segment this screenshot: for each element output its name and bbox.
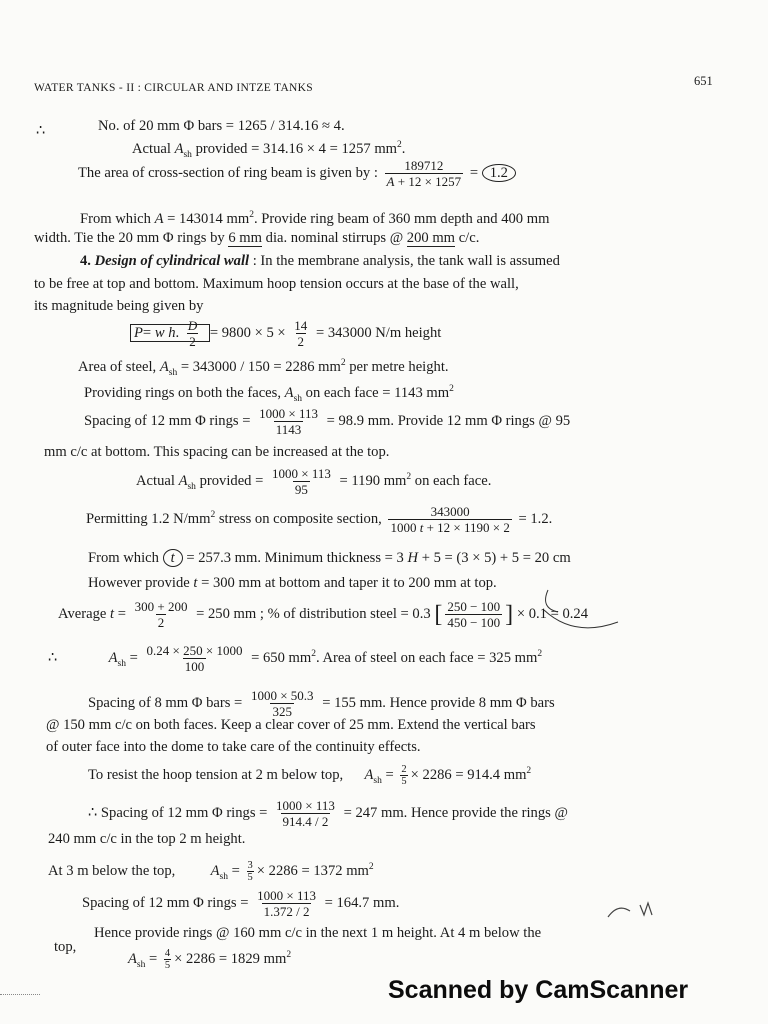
- line-7: to be free at top and bottom. Maximum hoop tension occurs at the base of the wall,: [34, 276, 519, 292]
- line-26: At 3 m below the top, $A_{sh}$ = $\frac{3}{5}$ × 2286 = 1372 $mm^2$: [48, 860, 374, 884]
- line-29: $A_{sh}$ = $\frac{4}{5}$ × 2286 = 1829 $mm^2$: [128, 948, 292, 972]
- circled-t: t: [163, 549, 183, 567]
- line-8: its magnitude being given by: [34, 298, 204, 314]
- line-15: Permitting 1.2 $N/mm^2$ stress on composite section, $\frac{343000}{1000 t + 12 \times 1190 \times 2}$ = 1.2.: [86, 504, 553, 535]
- line-18: Average t = $\frac{300 + 200}{2}$ = 250 mm ; % of distribution steel = 0.3 [ $\frac{250 - 100}{450 - 100}$ ] × 0.1 = 0.24: [58, 599, 588, 630]
- line-29-top-label: top,: [54, 939, 77, 955]
- line-13: mm c/c at bottom. This spacing can be increased at the top.: [44, 444, 390, 460]
- line-10: Area of steel, $A_{sh} = 343000 / 150 = 2286$ $mm^2$ per metre height.: [78, 358, 449, 378]
- line-25: 240 mm c/c in the top 2 m height.: [48, 831, 246, 847]
- boxed-formula: P= w h. $\frac{D}{2}$: [130, 324, 210, 342]
- therefore-symbol: ∴: [36, 123, 46, 139]
- line-22: of outer face into the dome to take care of the continuity effects.: [46, 739, 421, 755]
- line-21: @ 150 mm c/c on both faces. Keep a clear cover of 25 mm. Extend the vertical bars: [46, 717, 536, 733]
- page-number: 651: [694, 74, 713, 88]
- running-header: WATER TANKS - II : CIRCULAR AND INTZE TANKS: [34, 82, 313, 94]
- line-16: From which t = 257.3 mm. Minimum thickness = 3 H + 5 = (3 × 5) + 5 = 20 cm: [88, 550, 571, 566]
- line-9-hoop-tension: P= w h. $\frac{D}{2}$ = 9800 × 5 × $\frac{14}{2}$ = 343000 N/m height: [130, 318, 441, 349]
- pen-scribble: [600, 895, 680, 925]
- line-19: ∴ $A_{sh}$ = $\frac{0.24 \times 250 \times 1000}{100}$ = 650 $mm^2$. Area of steel on each face = 325 $mm^2$: [48, 643, 543, 674]
- line-23: To resist the hoop tension at 2 m below top, $A_{sh}$ = $\frac{2}{5}$ × 2286 = 914.4 $mm^2$: [88, 764, 532, 788]
- fraction-ring-beam: $\frac{189712}{A + 12 \times 1257}$: [386, 158, 462, 189]
- line-20: Spacing of 8 mm Φ bars = $\frac{1000 \times 50.3}{325}$ = 155 mm. Hence provide 8 mm Φ bars: [88, 688, 555, 719]
- section-heading: Design of cylindrical wall: [94, 253, 250, 269]
- line-17: However provide t = 300 mm at bottom and taper it to 200 mm at top.: [88, 575, 497, 591]
- underlined-stirrup-dia: 6 mm: [228, 230, 262, 246]
- line-4: From which A = 143014 $mm^2$. Provide ring beam of 360 mm depth and 400 mm: [80, 210, 550, 227]
- line-24: ∴ Spacing of 12 mm Φ rings = $\frac{1000 \times 113}{914.4 / 2}$ = 247 mm. Hence provide the rings @: [88, 798, 568, 829]
- line-12: Spacing of 12 mm Φ rings = $\frac{1000 \times 113}{1143}$ = 98.9 mm. Provide 12 mm Φ rings @ 95: [84, 406, 571, 437]
- pen-annotation-marks: [530, 540, 750, 650]
- line-6: 4. Design of cylindrical wall : In the membrane analysis, the tank wall is assumed: [80, 253, 560, 269]
- line-5: width. Tie the 20 mm Φ rings by 6 mm dia. nominal stirrups @ 200 mm c/c.: [34, 230, 480, 246]
- line-14: Actual $A_{sh}$ provided = $\frac{1000 \times 113}{95}$ = 1190 $mm^2$ on each face.: [136, 466, 492, 497]
- line-3: The area of cross-section of ring beam is given by : $\frac{189712}{A + 12 \times 1257}$ = 1.2: [78, 158, 516, 189]
- line-1: No. of 20 mm Φ bars = 1265 / 314.16 ≈ 4.: [98, 118, 345, 134]
- line-11: Providing rings on both the faces, $A_{sh}$ on each face = 1143 $mm^2$: [84, 384, 454, 404]
- camscanner-watermark: Scanned by CamScanner: [388, 976, 689, 1004]
- scan-edge-dots: [0, 994, 40, 995]
- line-27: Spacing of 12 mm Φ rings = $\frac{1000 \times 113}{1.372 / 2}$ = 164.7 mm.: [82, 888, 400, 919]
- line-2: Actual $A_{sh}$ provided = 314.16 × 4 = 1257 $mm^2$.: [132, 140, 406, 160]
- line-28: Hence provide rings @ 160 mm c/c in the next 1 m height. At 4 m below the: [94, 925, 542, 941]
- underlined-spacing: 200 mm: [406, 230, 456, 246]
- circled-value: 1.2: [482, 164, 516, 182]
